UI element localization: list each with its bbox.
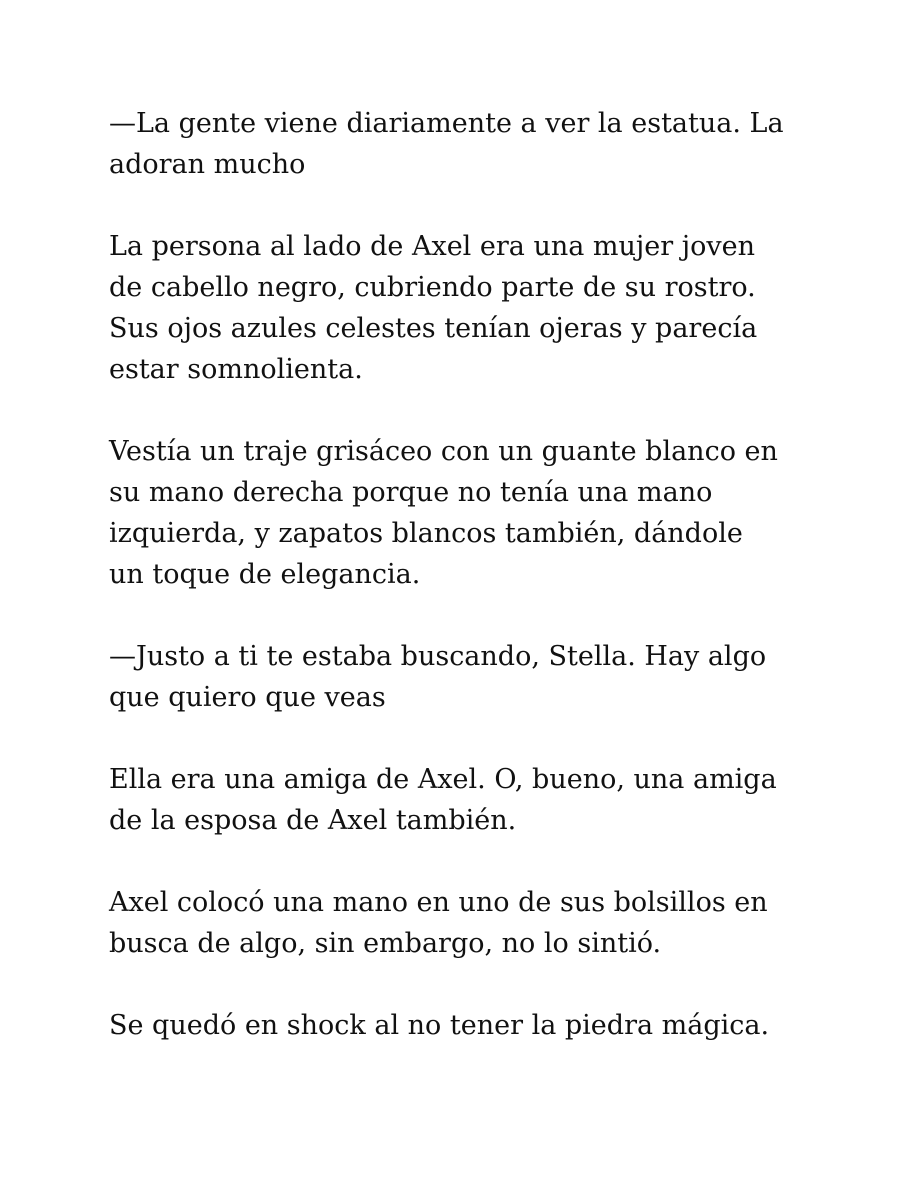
text-line: de la esposa de Axel también.: [109, 805, 517, 836]
paragraph-6: [109, 882, 809, 964]
text-line: —Justo a ti te estaba buscando, Stella. Hay algo: [109, 641, 767, 672]
story-text: [109, 103, 809, 1046]
text-line: busca de algo, sin embargo, no lo sintió.: [109, 928, 662, 959]
text-line: —La gente viene diariamente a ver la estatua. La: [109, 108, 784, 139]
paragraph-1: [109, 103, 809, 185]
paragraph-3: [109, 431, 809, 595]
text-line: Se quedó en shock al no tener la piedra mágica.: [109, 1010, 770, 1041]
text-line: Axel colocó una mano en uno de sus bolsillos en: [109, 887, 768, 918]
text-line: izquierda, y zapatos blancos también, dándole: [109, 518, 743, 549]
text-line: de cabello negro, cubriendo parte de su rostro.: [109, 272, 756, 303]
text-line: Ella era una amiga de Axel. O, bueno, una amiga: [109, 764, 777, 795]
paragraph-4: [109, 636, 809, 718]
paragraph-5: [109, 759, 809, 841]
text-line: que quiero que veas: [109, 682, 386, 713]
text-line: estar somnolienta.: [109, 354, 363, 385]
text-line: un toque de elegancia.: [109, 559, 421, 590]
text-line: adoran mucho: [109, 149, 306, 180]
text-line: su mano derecha porque no tenía una mano: [109, 477, 713, 508]
text-line: Vestía un traje grisáceo con un guante blanco en: [109, 436, 778, 467]
paragraph-2: [109, 226, 809, 390]
text-line: Sus ojos azules celestes tenían ojeras y parecía: [109, 313, 758, 344]
text-line: La persona al lado de Axel era una mujer joven: [109, 231, 755, 262]
paragraph-7: [109, 1005, 809, 1046]
